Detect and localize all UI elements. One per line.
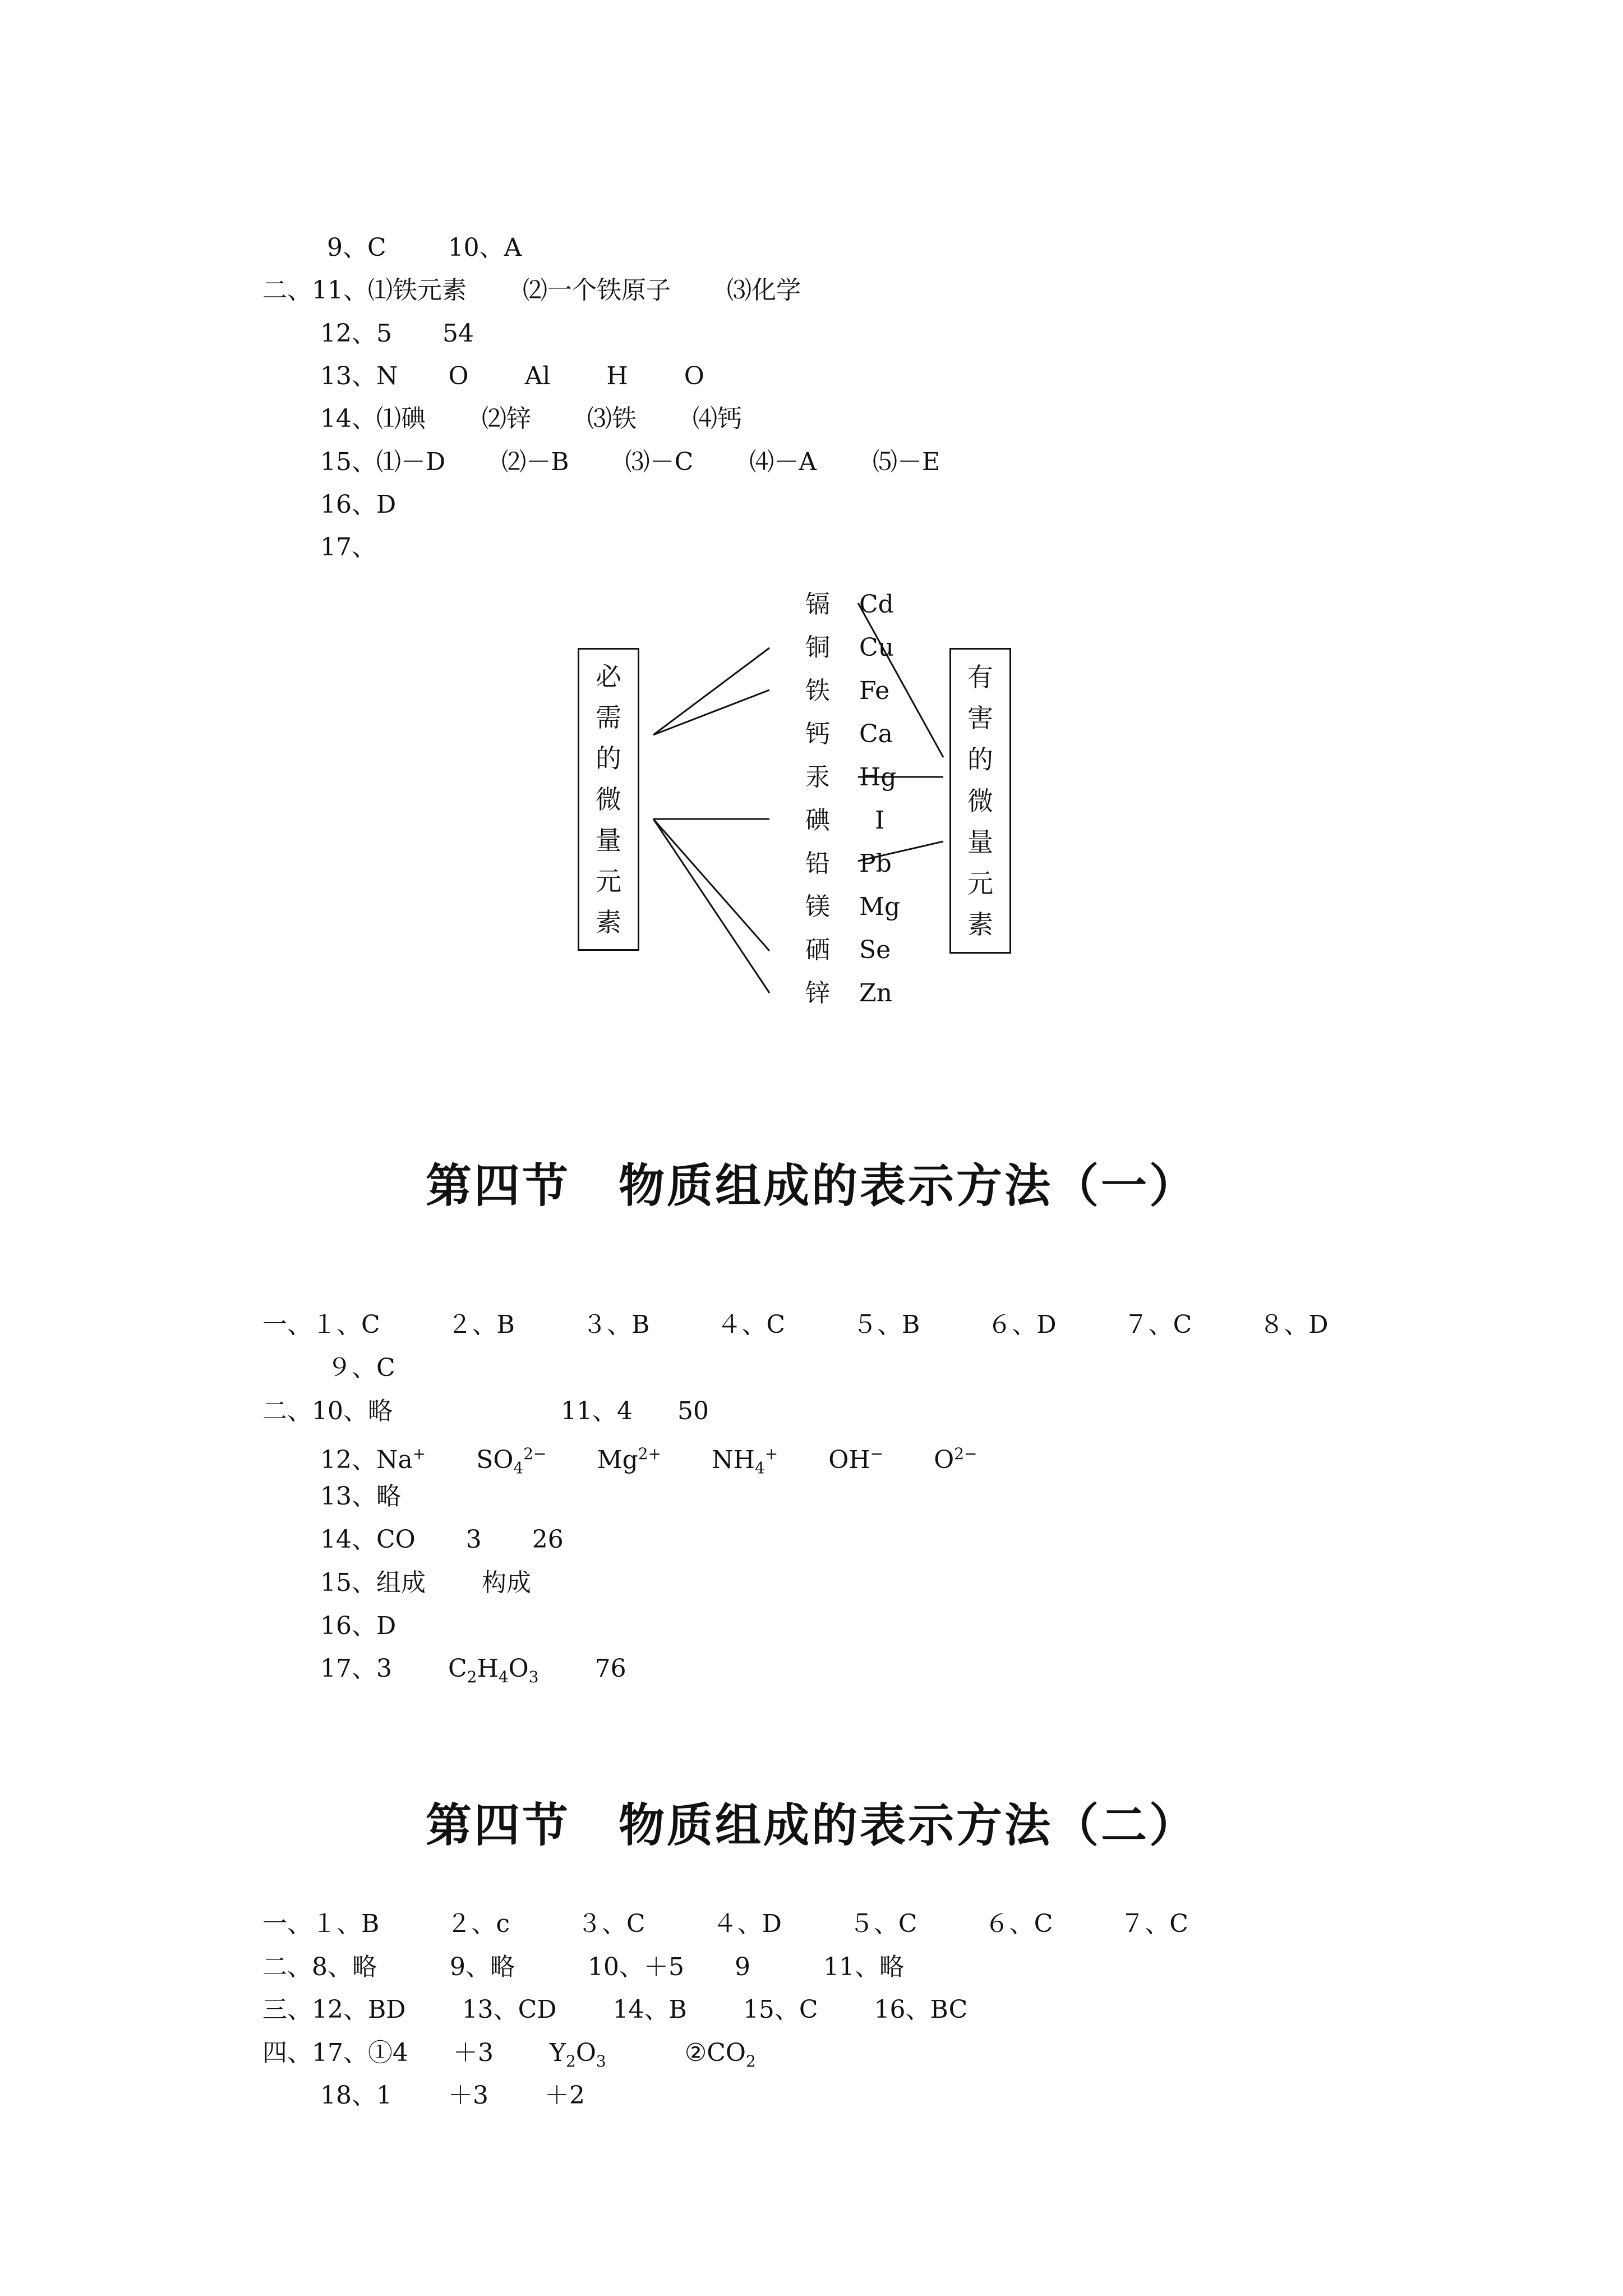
choice-answer: ７、C — [1123, 1310, 1192, 1339]
answer-18-b: ＋3 — [448, 2081, 488, 2110]
answer-14-d: ⑷钙 — [692, 404, 742, 433]
choice-answer: ７、C — [1120, 1910, 1188, 1938]
answer-13-c: Al — [524, 362, 551, 390]
answer-17: 17、 — [320, 533, 376, 562]
link-harmful-cd — [858, 603, 943, 757]
box-char: 素 — [596, 907, 621, 937]
choice-answer: ２、B — [447, 1310, 515, 1339]
answer-11-b: 50 — [677, 1397, 709, 1425]
answer-16: 16、D — [320, 1612, 396, 1640]
fill-answer: 11、略 — [823, 1953, 904, 1981]
element-hg: 汞 Hg — [805, 763, 897, 792]
choice-answer: 一、１、C — [262, 1310, 380, 1339]
box-char: 量 — [596, 825, 621, 855]
section-title-2: 第四节 物质组成的表示方法（二） — [425, 1799, 1197, 1852]
box-char: 量 — [967, 827, 993, 858]
box-char: 的 — [967, 744, 993, 775]
answer-14-b: 3 — [465, 1525, 482, 1554]
ion: $Mg^{2+}$ — [597, 1444, 662, 1474]
answer-15-c: ⑶－C — [625, 448, 694, 476]
element-cd: 镉 Cd — [805, 590, 894, 619]
multi-answer: 15、C — [743, 1995, 818, 2024]
ion: Na+ — [376, 1444, 426, 1474]
answer-17-value: 76 — [594, 1654, 626, 1683]
answer-11-item: ⑴铁元素 — [367, 276, 467, 305]
choice-answer: ５、C — [849, 1910, 917, 1938]
answer-15-d: ⑷－A — [749, 448, 817, 476]
answer-12-a: 12、5 — [320, 319, 392, 348]
fill-answer: 9 — [734, 1953, 750, 1981]
answer-17-prefix: 17、3 — [320, 1654, 392, 1683]
answer-13-b: O — [448, 362, 469, 390]
answer-17-valence: ＋3 — [453, 2039, 494, 2067]
answer-10: 二、10、略 — [262, 1397, 393, 1425]
answer-13-e: O — [684, 362, 704, 390]
formula: $②CO_2$ — [684, 2039, 756, 2070]
choice-answer: ５、B — [852, 1310, 920, 1339]
box-char: 元 — [596, 866, 621, 896]
formula: $C_2H_4O_3$ — [448, 1654, 539, 1686]
ion: $O^{2-}$ — [934, 1444, 978, 1474]
ion: OH− — [828, 1444, 884, 1474]
box-char: 元 — [967, 868, 993, 899]
element-i: 碘 I — [805, 806, 885, 835]
answer-row-18 — [305, 2049, 585, 2111]
answer-11: 11、4 — [560, 1397, 633, 1425]
answer-13-d: H — [606, 362, 628, 390]
answer-13-a: 13、N — [320, 362, 398, 390]
element-ca: 钙 Ca — [805, 720, 893, 748]
fill-answer: 二、8、略 — [262, 1953, 377, 1981]
box-char: 需 — [596, 702, 621, 733]
answer-row-choice — [247, 1278, 1329, 1341]
choice-answer: ６、D — [987, 1310, 1057, 1339]
link-essential-fe — [653, 690, 769, 735]
answer-15-b: 构成 — [481, 1568, 531, 1597]
multi-answer: 14、B — [612, 1995, 687, 2024]
choice-answer: ４、C — [717, 1310, 786, 1339]
box-char: 有 — [967, 661, 993, 692]
formula: $Y_2O_3$ — [549, 2039, 606, 2070]
link-essential-se — [653, 819, 769, 951]
multi-answer: 13、CD — [462, 1995, 557, 2024]
answer-18-c: ＋2 — [544, 2081, 585, 2110]
link-essential-zn — [653, 819, 769, 993]
answer-11-item: ⑵一个铁原子 — [522, 276, 671, 305]
element-fe: 铁 Fe — [805, 677, 890, 705]
answer-12-b: 54 — [442, 319, 474, 348]
answer-line-12-ions — [305, 1407, 977, 1484]
element-mg: 镁 Mg — [805, 892, 901, 921]
answer-11-prefix: 二、11、 — [262, 276, 368, 305]
box-char: 害 — [967, 703, 993, 734]
answer-16: 16、D — [320, 490, 396, 519]
answer-15-e: ⑸－E — [873, 448, 940, 476]
multi-answer: 三、12、BD — [262, 1995, 406, 2024]
box-char: 素 — [967, 909, 993, 940]
answer-14-c: ⑶铁 — [587, 404, 637, 433]
answer-14-a: 14、CO — [320, 1525, 416, 1554]
choice-answer: ８、D — [1259, 1310, 1329, 1339]
box-char: 的 — [596, 743, 621, 774]
answer-14-c: 26 — [532, 1525, 564, 1554]
element-se: 硒 Se — [805, 936, 891, 964]
answer-17-prefix: 四、17、①4 — [262, 2039, 408, 2067]
answer-14-a: 14、⑴碘 — [320, 404, 426, 433]
answer-9: 9、C — [326, 233, 386, 262]
link-essential-cu — [653, 648, 769, 735]
answer-13: 13、略 — [320, 1482, 401, 1511]
box-char: 微 — [967, 785, 993, 816]
answer-15-a: 15、⑴－D — [320, 448, 446, 476]
section-title-1: 第四节 物质组成的表示方法（一） — [425, 1159, 1197, 1213]
answer-11-item: ⑶化学 — [726, 276, 801, 305]
choice-answer: ９、C — [326, 1354, 395, 1382]
choice-answer: ２、c — [446, 1910, 510, 1938]
choice-answer: ４、D — [712, 1910, 782, 1938]
fill-answer: 10、＋5 — [587, 1953, 684, 1981]
answer-line-17 — [305, 1622, 626, 1693]
element-cu: 铜 Cu — [805, 633, 895, 662]
answer-14-b: ⑵锌 — [481, 404, 531, 433]
element-zn: 锌 Zn — [805, 979, 892, 1007]
answer-10: 10、A — [448, 233, 522, 262]
answer-18-a: 18、1 — [320, 2081, 392, 2110]
choice-answer: ３、B — [582, 1310, 650, 1339]
multi-answer: 16、BC — [874, 1995, 968, 2024]
answer-15-b: ⑵－B — [501, 448, 569, 476]
ion: $NH_4^+$ — [712, 1444, 778, 1478]
link-harmful-pb — [858, 841, 943, 861]
box-char: 必 — [596, 661, 621, 692]
choice-answer: 一、１、B — [262, 1910, 380, 1938]
answer-15-a: 15、组成 — [320, 1568, 426, 1597]
box-char: 微 — [596, 784, 621, 815]
choice-answer: ６、C — [984, 1910, 1053, 1938]
choice-answer: ３、C — [577, 1910, 645, 1938]
element-pb: 铅 Pb — [805, 849, 892, 878]
ion: $SO_4^{2-}$ — [476, 1444, 547, 1478]
answer-12-prefix: 12、 — [320, 1445, 376, 1474]
fill-answer: 9、略 — [449, 1953, 515, 1981]
